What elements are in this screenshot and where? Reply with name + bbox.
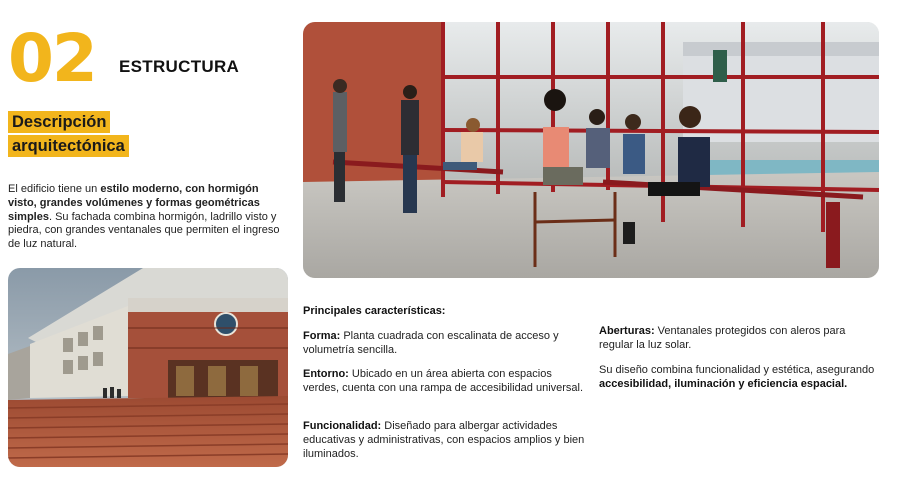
feature-entorno <box>303 368 588 396</box>
design-summary-text: Su diseño combina funcionalidad y estética, asegurando <box>599 364 875 376</box>
intro-text-2: . Su fachada combina hormigón, ladrillo visto y piedra, con grandes ventanales que permiten el ingreso de luz natural. <box>8 210 280 251</box>
feature-forma <box>303 330 588 358</box>
design-summary-bold: accesibilidad, iluminación y eficiencia espacial. <box>599 377 848 390</box>
hallway-photo <box>303 22 879 278</box>
building-facade-photo <box>8 268 288 467</box>
feature-funcionalidad-text: Diseñado para albergar actividades educativas y administrativas, con espacios amplios y bien iluminados. <box>303 420 585 460</box>
feature-entorno-text: Ubicado en un área abierta con espacios verdes, cuenta con una rampa de accesibilidad universal. <box>303 368 584 394</box>
feature-aberturas-text: Ventanales protegidos con aleros para regular la luz solar. <box>599 325 846 351</box>
intro-text-1: El edificio tiene un <box>8 183 101 195</box>
feature-aberturas-label: Aberturas: <box>599 325 655 337</box>
feature-entorno-label: Entorno: <box>303 368 349 380</box>
feature-forma-label: Forma: <box>303 330 341 342</box>
feature-funcionalidad <box>303 420 588 461</box>
design-summary <box>599 364 879 392</box>
feature-aberturas <box>599 325 879 353</box>
section-number: 02 <box>8 20 96 97</box>
intro-paragraph <box>8 183 290 252</box>
subtitle-line-2: arquitectónica <box>8 135 129 157</box>
intro-bold: estilo moderno, con hormigón visto, grandes volúmenes y formas geométricas simples <box>8 183 260 223</box>
feature-forma-text: Planta cuadrada con escalinata de acceso y volumetría sencilla. <box>303 330 559 356</box>
subtitle-line-1: Descripción <box>8 111 110 133</box>
section-title: ESTRUCTURA <box>119 57 240 76</box>
features-title: Principales características: <box>303 305 446 317</box>
feature-funcionalidad-label: Funcionalidad: <box>303 420 382 432</box>
